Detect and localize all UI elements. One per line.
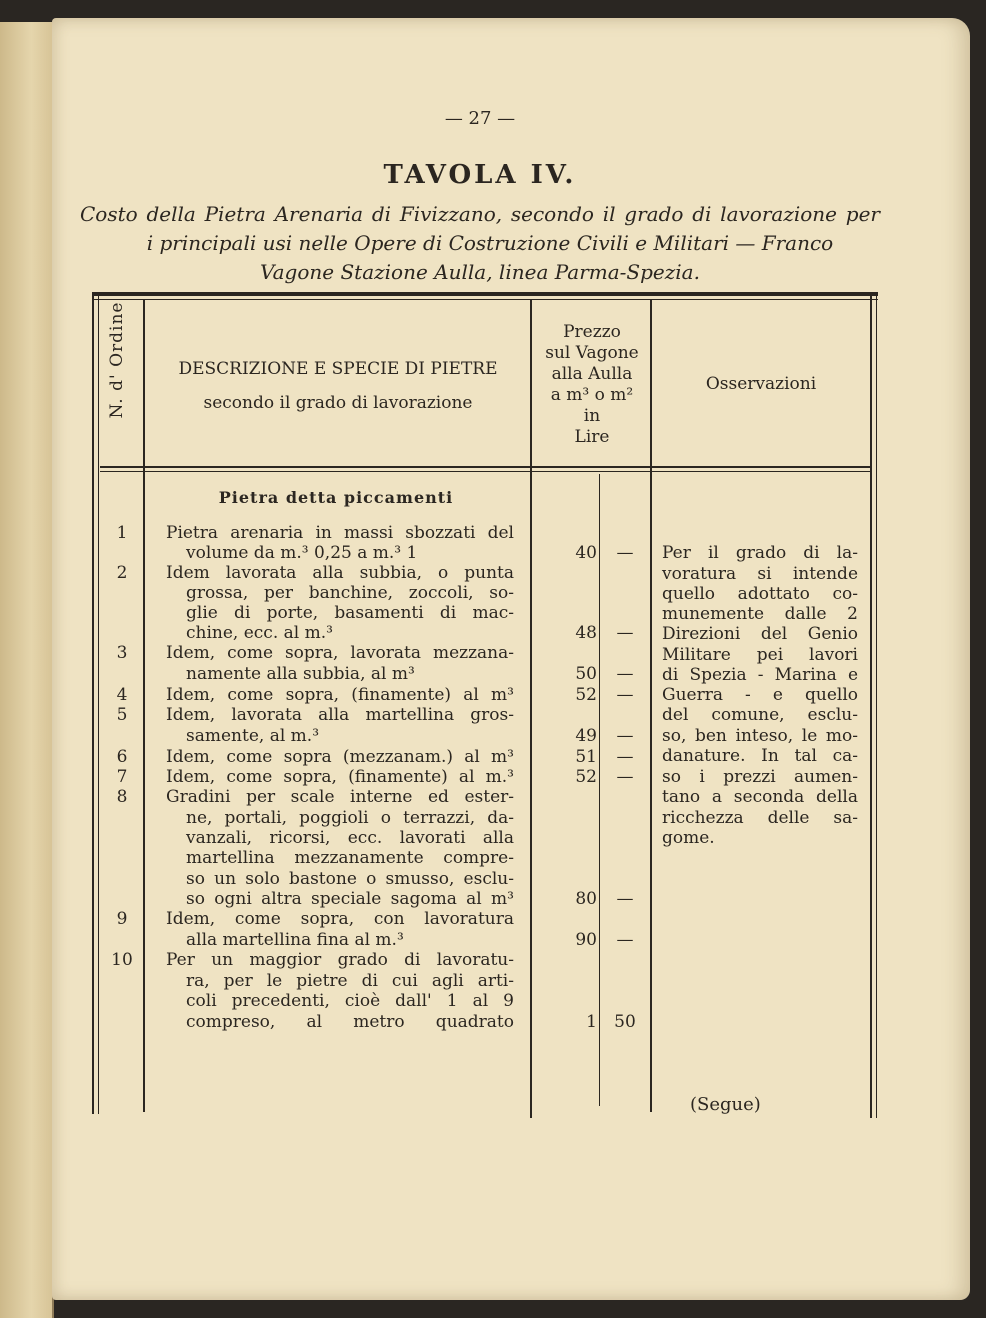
observation-line: gome. [662, 828, 715, 848]
table-left-border [92, 292, 94, 1114]
table-top-rule [92, 292, 878, 296]
description-line: ne, portali, poggioli o terrazzi, da- [186, 808, 514, 828]
price-lire: 52 [575, 685, 597, 705]
observation-line: di Spezia - Marina e [662, 665, 858, 685]
observation-line: del comune, esclu- [662, 705, 858, 725]
header-bottom-rule-thin [100, 471, 870, 472]
header-price-line: alla Aulla [551, 364, 633, 384]
price-lire: 48 [575, 623, 597, 643]
price-lire: 52 [575, 767, 597, 787]
page-number: — 27 — [444, 108, 516, 129]
price-centesimi: — [616, 664, 634, 684]
row-number: 10 [111, 950, 133, 970]
price-centesimi: — [616, 930, 634, 950]
header-price-line: Lire [574, 427, 610, 447]
header-order-number: N. d' Ordine [107, 301, 127, 419]
description-line: Idem, lavorata alla martellina gros- [166, 705, 514, 725]
header-bottom-rule [100, 466, 870, 468]
table-right-border [870, 296, 872, 1118]
header-description [148, 352, 528, 420]
observation-line: ricchezza delle sa- [662, 808, 858, 828]
price-centesimi: — [616, 889, 634, 909]
facing-page-edge [0, 22, 54, 1318]
description-line: glie di porte, basamenti di mac- [186, 603, 514, 623]
description-line: ra, per le pietre di cui agli arti- [186, 971, 514, 991]
observation-line: Per il grado di la- [662, 543, 858, 563]
price-centesimi: 50 [614, 1012, 636, 1032]
table-right-border-outer [876, 292, 877, 1118]
description-line: Pietra arenaria in massi sbozzati del [166, 523, 514, 543]
row-number: 3 [116, 643, 128, 663]
observation-line: voratura si intende [662, 564, 858, 584]
description-line: so ogni altra speciale sagoma al m³ [186, 889, 514, 909]
observation-line: quello adottato co- [662, 584, 858, 604]
description-line: namente alla subbia, al m³ [186, 664, 415, 684]
price-lire: 90 [575, 930, 597, 950]
observation-line: Guerra - e quello [662, 685, 858, 705]
price-lire: 51 [575, 747, 597, 767]
description-line: Idem, come sopra, con lavoratura [166, 909, 514, 929]
price-lire: 50 [575, 664, 597, 684]
observation-line: Militare pei lavori [662, 645, 858, 665]
description-line: coli precedenti, cioè dall' 1 al 9 [186, 991, 514, 1011]
description-line: alla martellina fina al m.³ [186, 930, 404, 950]
row-number: 5 [116, 705, 128, 725]
price-centesimi: — [616, 543, 634, 563]
row-number: 6 [116, 747, 128, 767]
price-centesimi: — [616, 767, 634, 787]
description-line: volume da m.³ 0,25 a m.³ 1 [186, 543, 418, 563]
observation-line: munemente dalle 2 [662, 604, 858, 624]
subtitle-line-2: i principali usi nelle Opere di Costruzione Civili e Militari — Franco [146, 231, 834, 255]
table-subtitle [80, 200, 880, 287]
description-line: compreso, al metro quadrato [186, 1012, 514, 1032]
observation-line: Direzioni del Genio [662, 624, 858, 644]
row-number: 1 [116, 523, 128, 543]
row-number: 8 [116, 787, 128, 807]
description-line: chine, ecc. al m.³ [186, 623, 333, 643]
description-line: grossa, per banchine, zoccoli, so- [186, 583, 514, 603]
price-lire: 40 [575, 543, 597, 563]
section-title: Pietra detta piccamenti [218, 488, 454, 507]
subtitle-line-1: Costo della Pietra Arenaria di Fivizzano, secondo il grado di lavorazione per [80, 202, 880, 226]
table-title: TAVOLA IV. [383, 160, 577, 190]
price-centesimi: — [616, 685, 634, 705]
description-line: martellina mezzanamente compre- [186, 848, 514, 868]
description-line: Idem, come sopra, (finamente) al m.³ [166, 767, 514, 787]
table-top-rule-thin [92, 299, 878, 300]
observation-line: so i prezzi aumen- [662, 767, 858, 787]
subtitle-line-3: Vagone Stazione Aulla, linea Parma-Spezia. [260, 260, 700, 284]
header-description-line-1: DESCRIZIONE E SPECIE DI PIETRE [178, 359, 498, 379]
row-number: 4 [116, 685, 128, 705]
header-price [533, 322, 651, 448]
header-price-line: in [583, 406, 601, 426]
header-price-line: a m³ o m² [550, 385, 634, 405]
description-line: vanzali, ricorsi, ecc. lavorati alla [186, 828, 514, 848]
description-line: Per un maggior grado di lavoratu- [166, 950, 514, 970]
row-number: 2 [116, 563, 128, 583]
description-line: samente, al m.³ [186, 726, 320, 746]
row-number: 7 [116, 767, 128, 787]
description-line: Idem lavorata alla subbia, o punta [166, 563, 514, 583]
row-number: 9 [116, 909, 128, 929]
price-lire: 80 [575, 889, 597, 909]
table-left-border-inner [98, 296, 99, 1114]
price-lire: 49 [575, 726, 597, 746]
header-price-line: Prezzo [563, 322, 621, 342]
price-lire: 1 [586, 1012, 597, 1032]
price-centesimi: — [616, 623, 634, 643]
description-line: Idem, come sopra, (finamente) al m³ [166, 685, 514, 705]
observation-line: danature. In tal ca- [662, 746, 858, 766]
column-rule-price-split [599, 474, 600, 1106]
description-line: Idem, come sopra (mezzanam.) al m³ [166, 747, 514, 767]
observation-line: so, ben inteso, le mo- [662, 726, 858, 746]
description-line: Idem, come sopra, lavorata mezzana- [166, 643, 514, 663]
column-rule-description [530, 300, 532, 1118]
description-line: Gradini per scale interne ed ester- [166, 787, 514, 807]
header-price-line: sul Vagone [545, 343, 639, 363]
price-centesimi: — [616, 747, 634, 767]
price-centesimi: — [616, 726, 634, 746]
continued-note: (Segue) [690, 1094, 761, 1115]
header-description-line-2: secondo il grado di lavorazione [203, 393, 473, 413]
header-observations: Osservazioni [705, 374, 817, 394]
observation-line: tano a seconda della [662, 787, 858, 807]
description-line: so un solo bastone o smusso, esclu- [186, 869, 514, 889]
